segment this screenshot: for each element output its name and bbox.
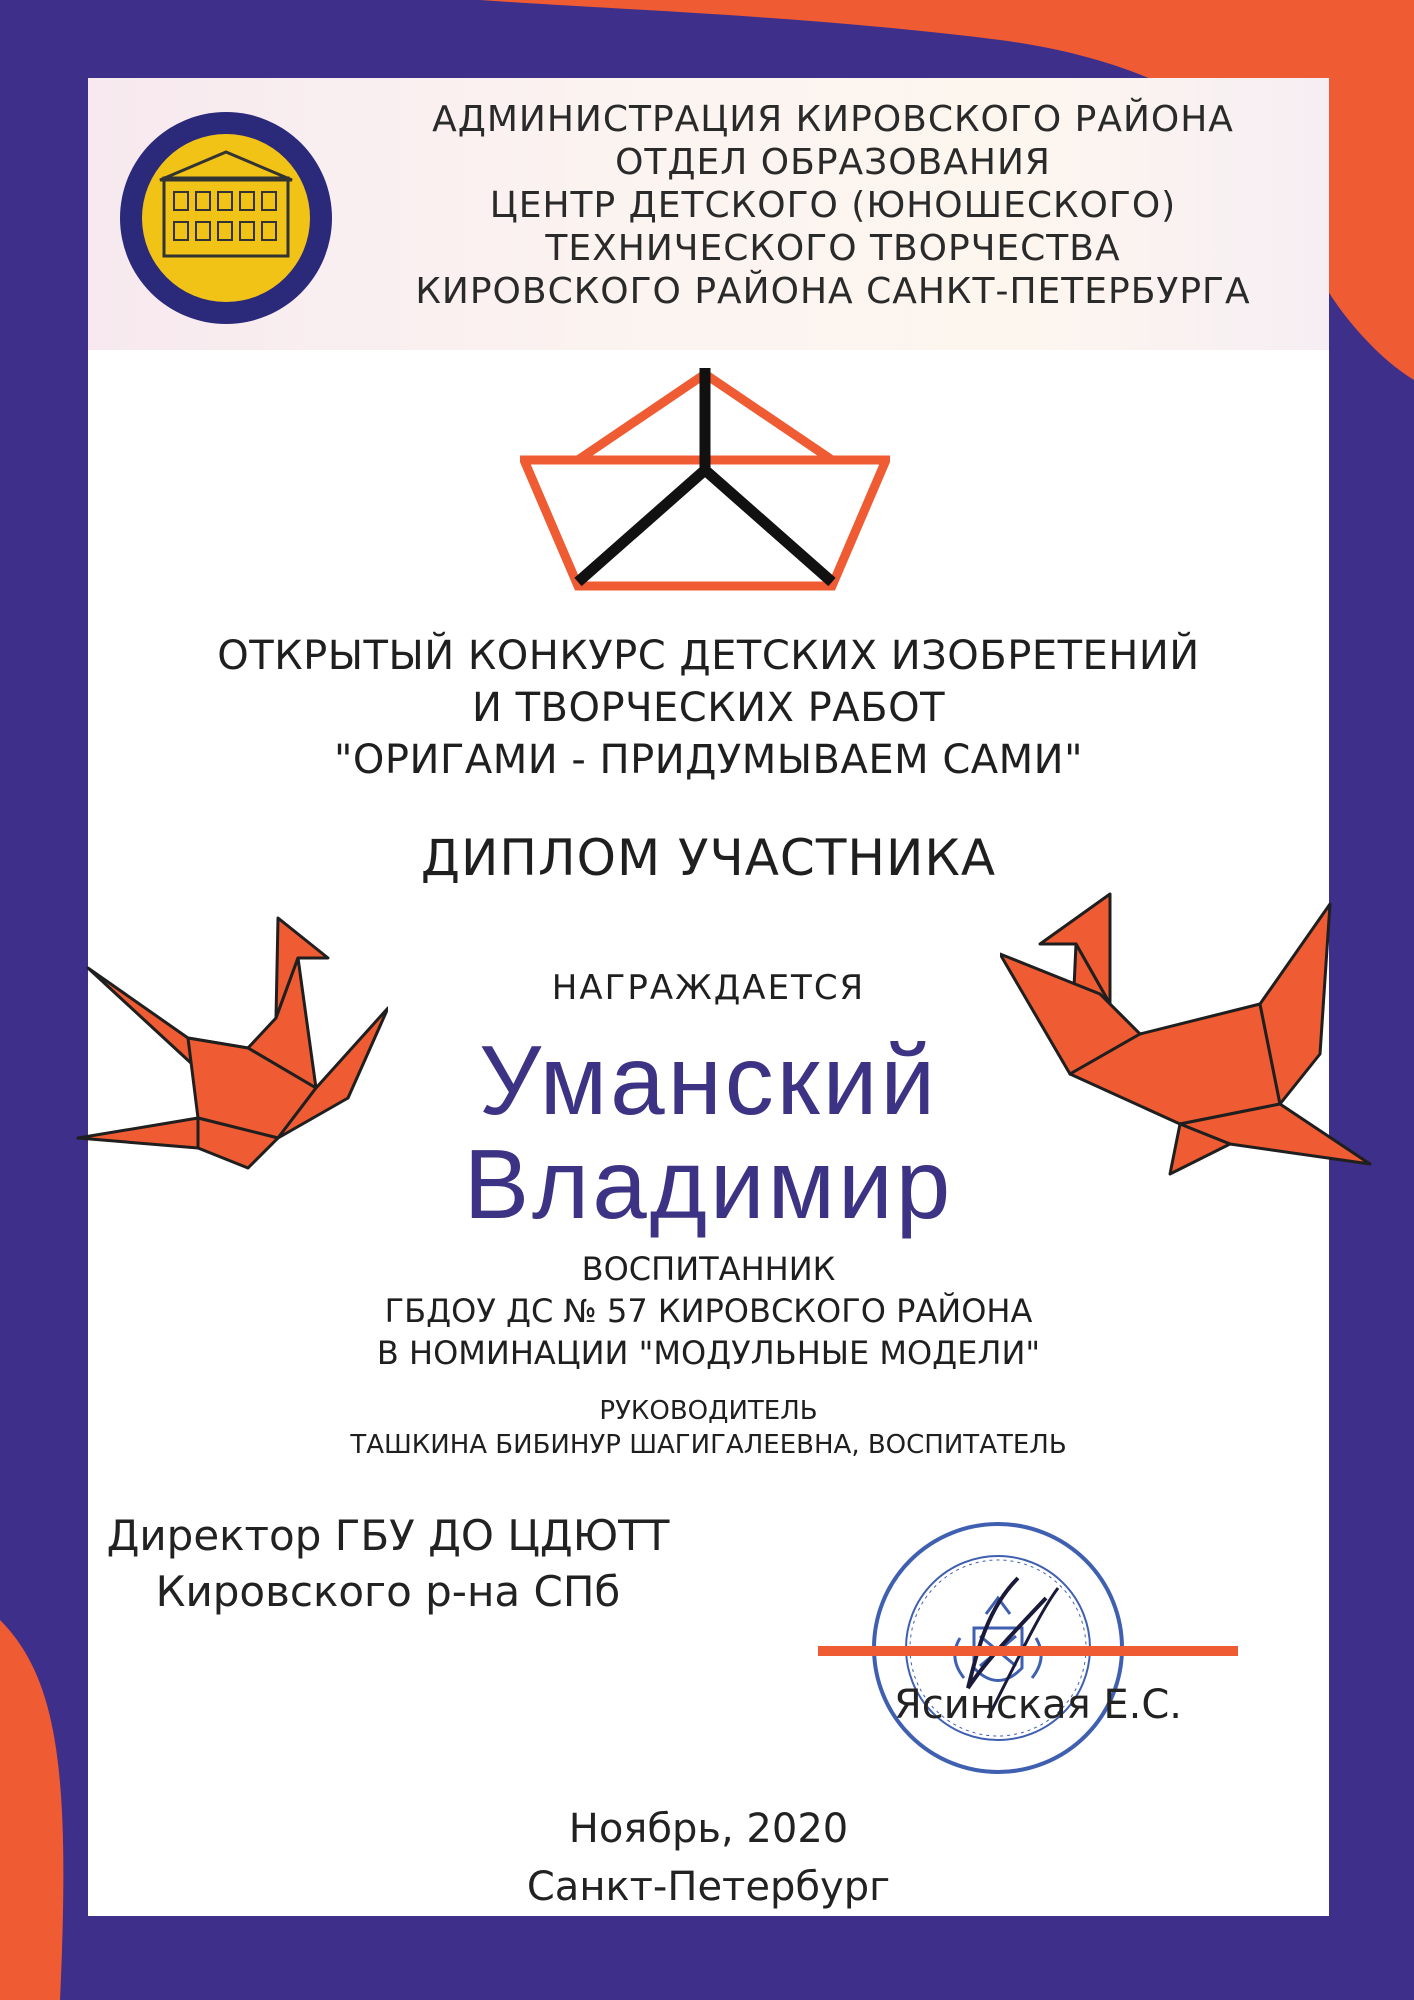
recipient-name-line: Уманский [478, 1025, 939, 1135]
signature-line [818, 1646, 1238, 1656]
info-line: ГБДОУ ДС № 57 КИРОВСКОГО РАЙОНА [384, 1292, 1033, 1330]
footer [88, 1800, 1329, 1916]
origami-crane-icon [48, 898, 388, 1188]
leader-line: ТАШКИНА БИБИНУР ШАГИГАЛЕЕВНА, ВОСПИТАТЕЛЬ [350, 1430, 1067, 1460]
origami-boat-logo-icon [520, 360, 890, 600]
info-line: ВОСПИТАННИК [581, 1250, 836, 1288]
footer-date: Ноябрь, 2020 [568, 1806, 849, 1852]
diploma-card [88, 78, 1329, 1916]
signer-name: Ясинская Е.С. [893, 1682, 1182, 1728]
director-title [88, 1508, 688, 1620]
contest-title [88, 630, 1329, 786]
leader-line: РУКОВОДИТЕЛЬ [599, 1396, 818, 1426]
recipient-info [88, 1248, 1329, 1374]
director-line: Директор ГБУ ДО ЦДЮТТ [106, 1511, 670, 1560]
contest-line: "ОРИГАМИ - ПРИДУМЫВАЕМ САМИ" [334, 737, 1083, 783]
awarded-label: НАГРАЖДАЕТСЯ [551, 968, 866, 1008]
header-line: АДМИНИСТРАЦИЯ КИРОВСКОГО РАЙОНА [432, 99, 1234, 140]
origami-crane-icon [1000, 884, 1380, 1184]
director-line: Кировского р-на СПб [155, 1567, 621, 1616]
institution-seal-icon [116, 108, 336, 328]
leader-info [88, 1394, 1329, 1462]
contest-line: И ТВОРЧЕСКИХ РАБОТ [471, 685, 946, 731]
footer-city: Санкт-Петербург [526, 1864, 891, 1910]
header-line: ЦЕНТР ДЕТСКОГО (ЮНОШЕСКОГО) [489, 185, 1177, 226]
header-band [88, 78, 1329, 350]
header-title [388, 98, 1278, 313]
info-line: В НОМИНАЦИИ "МОДУЛЬНЫЕ МОДЕЛИ" [376, 1334, 1041, 1372]
header-line: КИРОВСКОГО РАЙОНА САНКТ-ПЕТЕРБУРГА [415, 271, 1251, 312]
header-line: ТЕХНИЧЕСКОГО ТВОРЧЕСТВА [545, 228, 1121, 269]
header-line: ОТДЕЛ ОБРАЗОВАНИЯ [615, 142, 1051, 183]
contest-line: ОТКРЫТЫЙ КОНКУРС ДЕТСКИХ ИЗОБРЕТЕНИЙ [217, 633, 1200, 679]
recipient-name-line: Владимир [463, 1129, 954, 1239]
diploma-title: ДИПЛОМ УЧАСТНИКА [420, 829, 997, 887]
